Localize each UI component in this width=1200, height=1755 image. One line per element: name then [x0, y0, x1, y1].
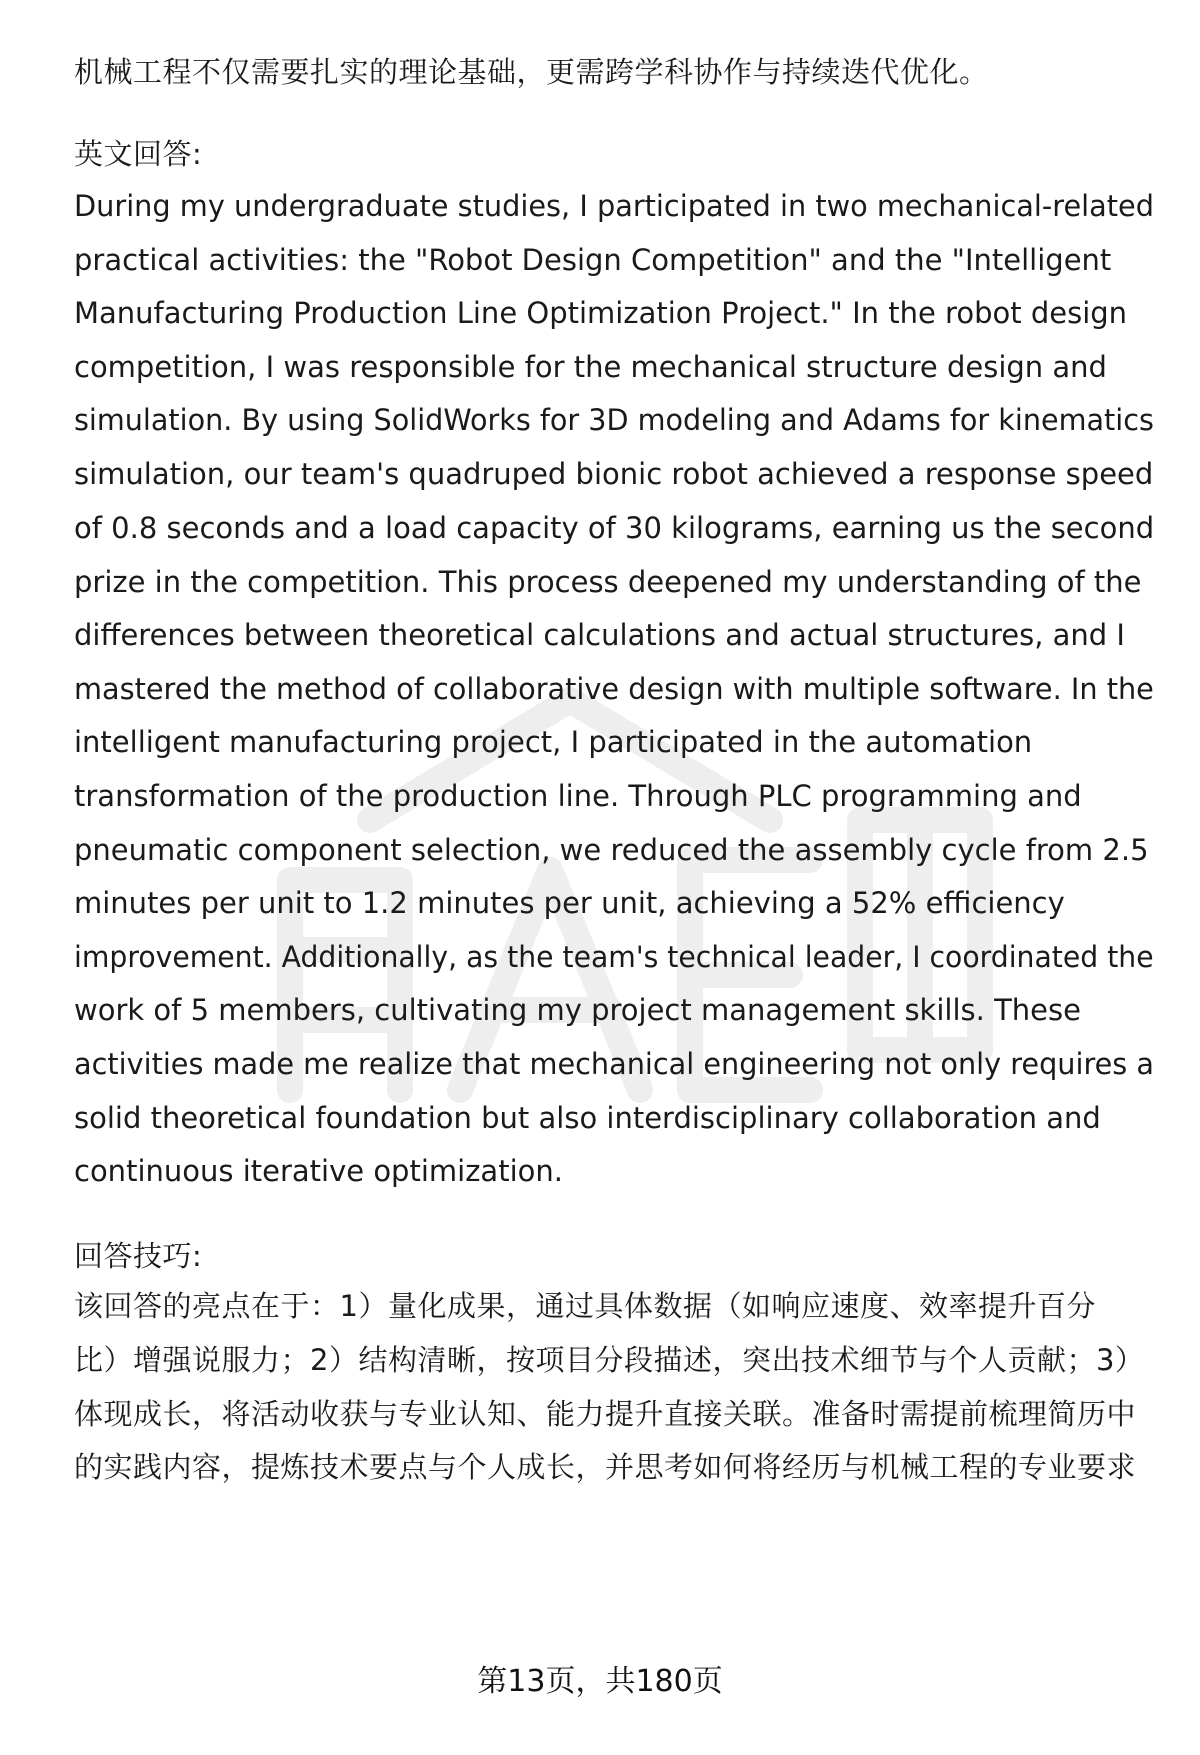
english-line: of 0.8 seconds and a load capacity of 30 kilograms, earning us the second: [74, 511, 1155, 545]
english-answer-label: 英文回答:: [74, 137, 203, 171]
english-line: During my undergraduate studies, I participated in two mechanical-related: [74, 189, 1154, 223]
tips-label: 回答技巧:: [74, 1239, 203, 1273]
english-line: mastered the method of collaborative design with multiple software. In the: [74, 672, 1154, 706]
english-line: simulation. By using SolidWorks for 3D modeling and Adams for kinematics: [74, 403, 1154, 437]
english-line: intelligent manufacturing project, I participated in the automation: [74, 725, 1033, 759]
page-number-footer: 第13页，共180页: [477, 1664, 723, 1699]
tips-line: 该回答的亮点在于：1）量化成果，通过具体数据（如响应速度、效率提升百分: [74, 1289, 1096, 1323]
english-line: differences between theoretical calculations and actual structures, and I: [74, 618, 1125, 652]
english-line: improvement. Additionally, as the team's technical leader, I coordinated the: [74, 940, 1154, 974]
tips-line: 的实践内容，提炼技术要点与个人成长，并思考如何将经历与机械工程的专业要求: [74, 1450, 1137, 1484]
english-line: Manufacturing Production Line Optimization Project." In the robot design: [74, 296, 1128, 330]
intro-line: 机械工程不仅需要扎实的理论基础，更需跨学科协作与持续迭代优化。: [74, 55, 989, 89]
english-line: pneumatic component selection, we reduced the assembly cycle from 2.5: [74, 833, 1149, 867]
english-line: solid theoretical foundation but also interdisciplinary collaboration and: [74, 1101, 1101, 1135]
english-line: competition, I was responsible for the mechanical structure design and: [74, 350, 1107, 384]
tips-line: 体现成长，将活动收获与专业认知、能力提升直接关联。准备时需提前梳理简历中: [74, 1397, 1137, 1431]
english-line: activities made me realize that mechanical engineering not only requires a: [74, 1047, 1154, 1081]
tips-line: 比）增强说服力；2）结构清晰，按项目分段描述，突出技术细节与个人贡献；3）: [74, 1343, 1145, 1377]
english-line: work of 5 members, cultivating my project management skills. These: [74, 993, 1081, 1027]
english-line: prize in the competition. This process deepened my understanding of the: [74, 565, 1142, 599]
english-line: minutes per unit to 1.2 minutes per unit, achieving a 52% efficiency: [74, 886, 1065, 920]
english-line: continuous iterative optimization.: [74, 1154, 563, 1188]
english-line: simulation, our team's quadruped bionic robot achieved a response speed: [74, 457, 1154, 491]
english-line: transformation of the production line. Through PLC programming and: [74, 779, 1082, 813]
english-line: practical activities: the "Robot Design Competition" and the "Intelligent: [74, 243, 1112, 277]
